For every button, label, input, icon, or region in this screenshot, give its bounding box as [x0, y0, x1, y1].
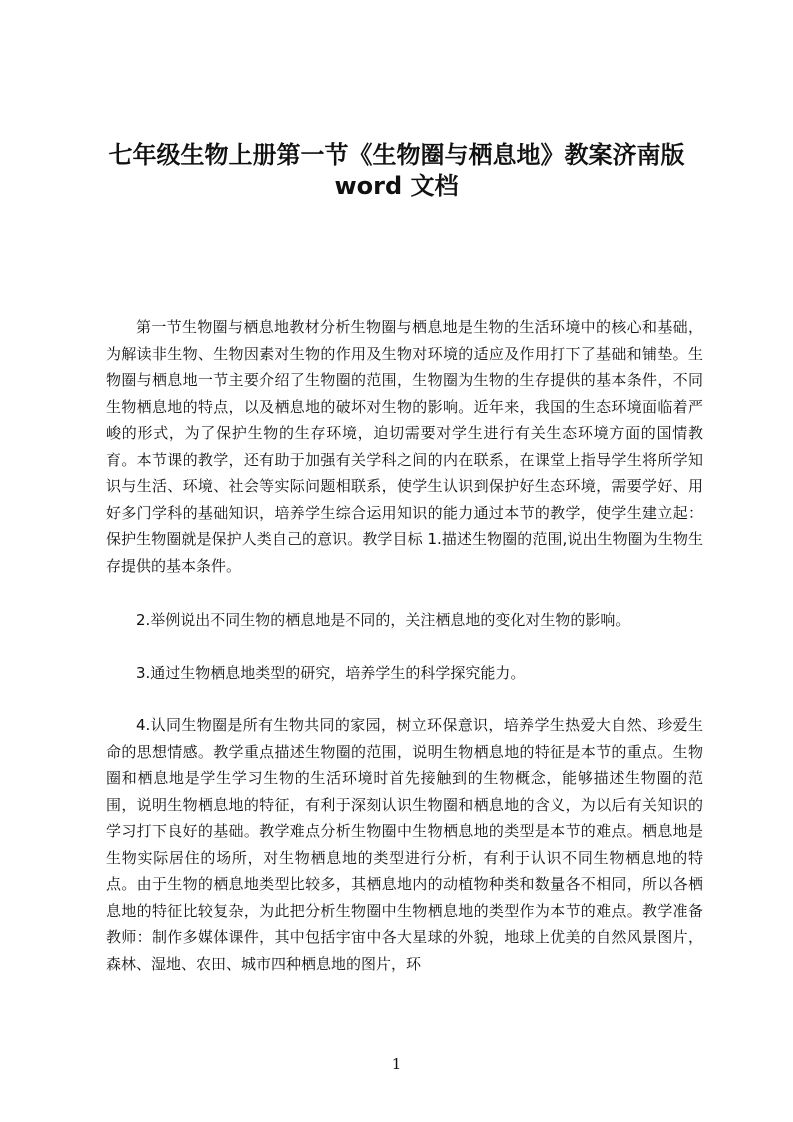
title-line-1: 七年级生物上册第一节《生物圈与栖息地》教案济南版: [108, 141, 685, 169]
paragraph-objective-4: 4.认同生物圈是所有生物共同的家园，树立环保意识，培养学生热爱大自然、珍爱生命的思想情感。教学重点描述生物圈的范围，说明生物栖息地的特征是本节的重点。生物圈和栖息地是学生学习生物的生活环境时首先接触到的生物概念，能够描述生物圈的范围，说明生物栖息地的特征，有利于深刻认识生物圈和栖息地的含义，为以后有关知识的学习打下良好的基础。教学难点分析生物圈中生物栖息地的类型是本节的难点。栖息地是生物实际居住的场所，对生物栖息地的类型进行分析，有利于认识不同生物栖息地的特点。由于生物的栖息地类型比较多，其栖息地内的动植物种类和数量各不相同，所以各栖息地的特征比较复杂，为此把分析生物圈中生物栖息地的类型作为本节的难点。教学准备教师：制作多媒体课件，其中包括宇宙中各大星球的外貌，地球上优美的自然风景图片，森林、湿地、农田、城市四种栖息地的图片，环: [106, 716, 703, 973]
title-line-2: word 文档: [334, 172, 459, 200]
paragraph-objective-3: 3.通过生物栖息地类型的研究，培养学生的科学探究能力。: [136, 664, 526, 682]
document-title: [60, 140, 733, 202]
paragraph-objective-2: 2.举例说出不同生物的栖息地是不同的，关注栖息地的变化对生物的影响。: [136, 611, 631, 629]
paragraph-intro: 第一节生物圈与栖息地教材分析生物圈与栖息地是生物的生活环境中的核心和基础，为解读非生物、生物因素对生物的作用及生物对环境的适应及作用打下了基础和铺垫。生物圈与栖息地一节主要介绍了生物圈的范围，生物圈为生物的生存提供的基本条件，不同生物栖息地的特点，以及栖息地的破坏对生物的影响。近年来，我国的生态环境面临着严峻的形式，为了保护生物的生存环境，迫切需要对学生进行有关生态环境方面的国情教育。本节课的教学，还有助于加强有关学科之间的内在联系，在课堂上指导学生将所学知识与生活、环境、社会等实际问题相联系，使学生认识到保护好生态环境，需要学好、用好多门学科的基础知识，培养学生综合运用知识的能力通过本节的教学，使学生建立起：保护生物圈就是保护人类自己的意识。教学目标 1.描述生物圈的范围,说出生物圈为生物生存提供的基本条件。: [106, 318, 703, 575]
page-number: 1: [391, 1055, 402, 1073]
